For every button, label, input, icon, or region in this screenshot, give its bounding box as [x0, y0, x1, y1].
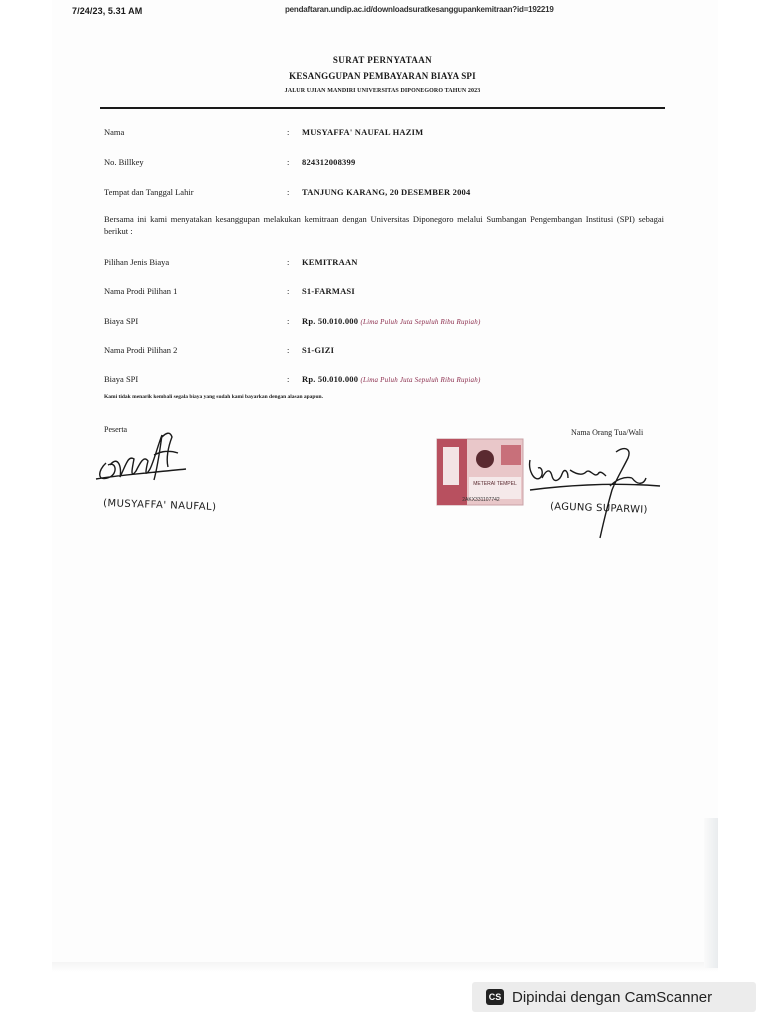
page-bottom-edge — [52, 962, 718, 972]
signer-name-right: (AGUNG SUPARWI) — [549, 501, 648, 516]
colon: : — [287, 345, 290, 355]
doc-subtitle-small: JALUR UJIAN MANDIRI UNIVERSITAS DIPONEGORO TAHUN 2023 — [284, 88, 481, 94]
print-url: pendaftaran.undip.ac.id/downloadsuratkesanggupankemitraan?id=192219 — [285, 5, 554, 14]
signer-role-right: Nama Orang Tua/Wali — [571, 428, 644, 437]
field-value-prodi1: S1-FARMASI — [302, 286, 355, 296]
field-label-nama: Nama — [104, 127, 125, 137]
signature-left — [88, 425, 198, 500]
field-label-ttl: Tempat dan Tanggal Lahir — [104, 187, 194, 197]
field-value-nama: MUSYAFFA' NAUFAL HAZIM — [302, 127, 424, 137]
field-label-biaya1: Biaya SPI — [104, 316, 139, 326]
amount: Rp. 50.010.000 — [302, 374, 359, 384]
amount-in-words: (Lima Puluh Juta Sepuluh Ribu Rupiah) — [360, 318, 481, 326]
colon: : — [287, 187, 290, 197]
camscanner-text: Dipindai dengan CamScanner — [512, 988, 713, 1006]
statement-paragraph: Bersama ini kami menyatakan kesanggupan melakukan kemitraan dengan Universitas Diponegoro melalui Sumbangan Pengembangan Institusi (SPI) sebagai berikut : — [104, 214, 664, 236]
refund-note: Kami tidak menarik kembali segala biaya yang sudah kami bayarkan dengan alasan apapun. — [104, 394, 323, 400]
colon: : — [287, 374, 290, 384]
colon: : — [287, 316, 290, 326]
camscanner-badge — [472, 982, 756, 1012]
field-value-biaya2 — [302, 374, 480, 384]
amount-in-words: (Lima Puluh Juta Sepuluh Ribu Rupiah) — [360, 376, 481, 384]
colon: : — [287, 257, 290, 267]
meterai-stamp — [435, 437, 527, 509]
colon: : — [287, 286, 290, 296]
colon: : — [287, 127, 290, 137]
stamp-label: METERAI TEMPEL — [473, 481, 517, 487]
stamp-code: 2AKX331107742 — [462, 497, 500, 503]
field-value-billkey: 824312008399 — [302, 157, 356, 167]
doc-title: SURAT PERNYATAAN — [332, 55, 433, 65]
field-label-prodi2: Nama Prodi Pilihan 2 — [104, 345, 178, 355]
field-value-ttl: TANJUNG KARANG, 20 DESEMBER 2004 — [302, 187, 471, 197]
amount: Rp. 50.010.000 — [302, 316, 359, 326]
print-datetime: 7/24/23, 5.31 AM — [72, 6, 143, 16]
field-label-jenis: Pilihan Jenis Biaya — [104, 257, 170, 267]
signer-role-left: Peserta — [104, 425, 128, 434]
colon: : — [287, 157, 290, 167]
field-label-prodi1: Nama Prodi Pilihan 1 — [104, 286, 178, 296]
field-value-jenis: KEMITRAAN — [302, 257, 358, 267]
page-fold-shadow — [704, 818, 718, 968]
signer-name-left: (MUSYAFFA' NAUFAL) — [102, 498, 217, 513]
doc-subtitle: KESANGGUPAN PEMBAYARAN BIAYA SPI — [289, 71, 476, 81]
camscanner-logo-icon: CS — [486, 989, 504, 1005]
field-label-biaya2: Biaya SPI — [104, 374, 139, 384]
field-value-biaya1 — [302, 316, 480, 326]
header-divider — [100, 107, 665, 109]
signature-right — [520, 440, 670, 540]
field-label-billkey: No. Billkey — [104, 157, 144, 167]
field-value-prodi2: S1-GIZI — [302, 345, 335, 355]
